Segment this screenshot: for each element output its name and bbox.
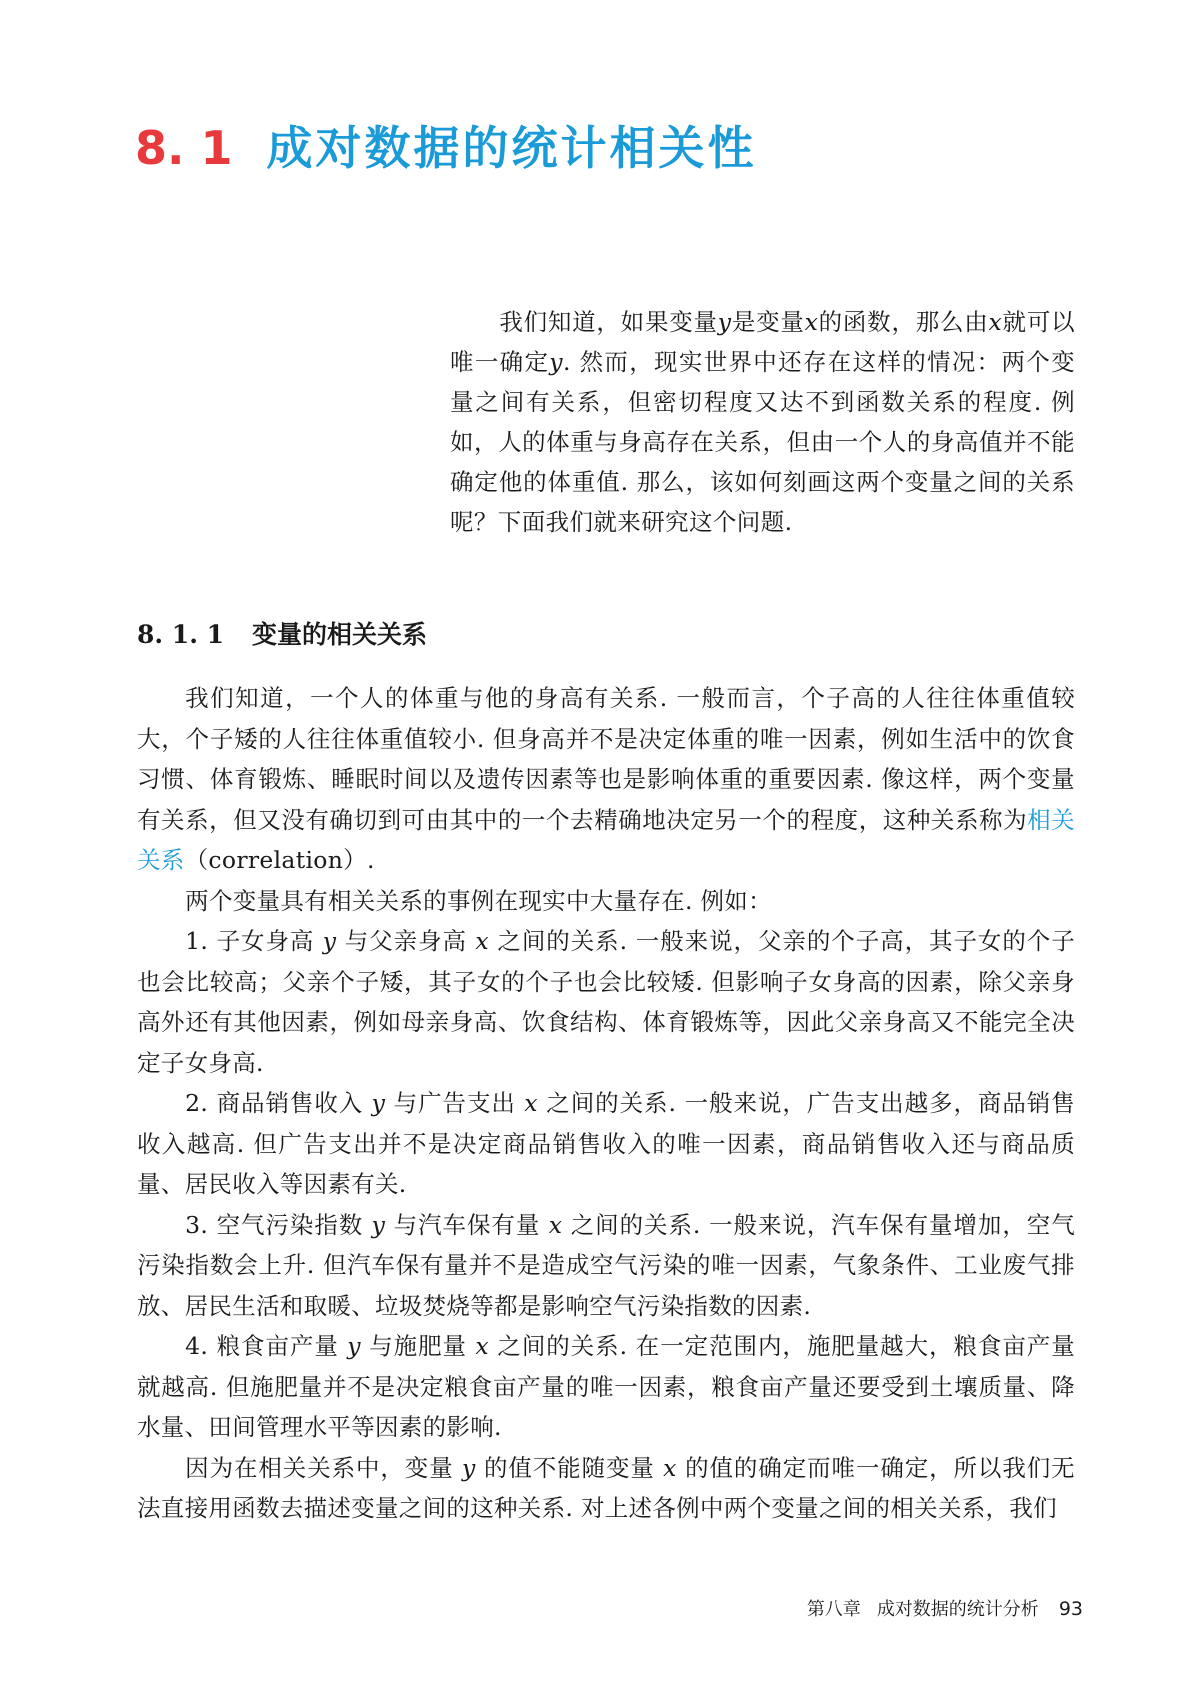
intro-text-part: . 然而，现实世界中还存在这样的情况：两个变量之间有关系，但密切程度又达不到函数关系的程度. 例如，人的体重与身高存在关系，但由一个人的身高值并不能确定他的体重值. 那么，该如何刻画这两个变量之间的关系呢？下面我们就来研究这个问题. (450, 348, 1075, 536)
text-part: 之间的关系. 一般来说，汽车保有量增加，空气污染指数会上升. 但汽车保有量并不是造成空气污染的唯一因素，气象条件、工业废气排放、居民生活和取暖、垃圾焚烧等都是影响空气污染指数的因素. (137, 1210, 1076, 1320)
var-x: x (663, 1453, 677, 1482)
paragraph-examples-intro: 两个变量具有相关关系的事例在现实中大量存在. 例如： (185, 886, 772, 915)
var-x: x (988, 308, 1003, 336)
list-item (137, 1083, 1075, 1205)
var-y: y (371, 1210, 386, 1239)
var-x: x (804, 308, 819, 336)
var-y: y (371, 1089, 386, 1117)
text-part: 与施肥量 (369, 1332, 467, 1360)
text-part: 与汽车保有量 (393, 1210, 541, 1239)
body-text (137, 678, 1075, 1529)
text-part: 的值不能随变量 (483, 1453, 655, 1482)
subsection-heading (137, 617, 427, 653)
var-x: x (548, 1210, 563, 1239)
footer-chapter: 第八章 (806, 1599, 861, 1620)
intro-text-part: 是变量 (731, 308, 805, 336)
text-part: 之间的关系. 一般来说，广告支出越多，商品销售收入越高. 但广告支出并不是决定商品销售收入的唯一因素，商品销售收入还与商品质量、居民收入等因素有关. (137, 1089, 1076, 1198)
section-title: 成对数据的统计相关性 (266, 121, 757, 175)
text-part: 因为在相关关系中，变量 (185, 1453, 454, 1482)
text-part: 的值的确定而唯一确定，所以我们无法直接用函数去描述变量之间的这种关系. 对上述各例中两个变量之间的相关关系，我们 (137, 1453, 1075, 1522)
text-part: 与广告支出 (393, 1089, 516, 1117)
var-x: x (475, 1332, 489, 1360)
list-item (137, 1205, 1075, 1327)
text-part: 之间的关系. 一般来说，父亲的个子高，其子女的个子也会比较高；父亲个子矮，其子女的个子也会比较矮. 但影响子女身高的因素，除父亲身高外还有其他因素，例如母亲身高、饮食结构、体育锻炼等，因此父亲身高又不能完全决定子女身高. (137, 927, 1076, 1077)
text-part: 我们知道，一个人的体重与他的身高有关系. 一般而言，个子高的人往往体重值较大，个子矮的人往往体重值较小. 但身高并不是决定体重的唯一因素，例如生活中的饮食习惯、体育锻炼、睡眠时间以及遗传因素等也是影响体重的重要因素. 像这样，两个变量有关系，但又没有确切到可由其中的一个去精确地决定另一个的程度，这种关系称为 (137, 684, 1075, 834)
subsection-number: 8. 1. 1 (137, 620, 224, 649)
footer-chapter-title: 成对数据的统计分析 (876, 1599, 1039, 1620)
intro-text-part: 我们知道，如果变量 (499, 308, 718, 336)
intro-text-part: 的函数，那么由 (818, 308, 989, 336)
page-number: 93 (1058, 1598, 1083, 1620)
var-y: y (549, 348, 563, 376)
var-y: y (717, 308, 732, 336)
list-item (137, 921, 1075, 1083)
intro-text-part: 就可以唯一确定 (450, 308, 1075, 376)
var-y: y (347, 1332, 361, 1360)
intro-paragraph (450, 302, 1075, 542)
var-x: x (524, 1089, 538, 1117)
section-heading (135, 118, 757, 178)
text-part: 3. 空气污染指数 (185, 1210, 364, 1239)
var-y: y (462, 1453, 476, 1482)
intro-text (450, 302, 1075, 542)
text-part: （correlation）. (184, 846, 375, 874)
text-part: 1. 子女身高 (185, 927, 315, 955)
subsection-title: 变量的相关关系 (252, 620, 428, 649)
var-x: x (475, 927, 489, 955)
text-part: 4. 粮食亩产量 (185, 1332, 339, 1360)
list-item (137, 1326, 1075, 1448)
page-footer (807, 1596, 1083, 1623)
section-number: 8. 1 (135, 121, 233, 175)
text-part: 之间的关系. 在一定范围内，施肥量越大，粮食亩产量就越高. 但施肥量并不是决定粮食亩产量的唯一因素，粮食亩产量还要受到土壤质量、降水量、田间管理水平等因素的影响. (137, 1332, 1076, 1441)
term-correlation: 相关关系 (137, 805, 1075, 874)
paragraph-conclusion (137, 1448, 1075, 1529)
paragraph-definition (137, 678, 1075, 881)
var-y: y (322, 927, 337, 955)
text-part: 与父亲身高 (344, 927, 467, 955)
text-part: 2. 商品销售收入 (185, 1089, 364, 1117)
